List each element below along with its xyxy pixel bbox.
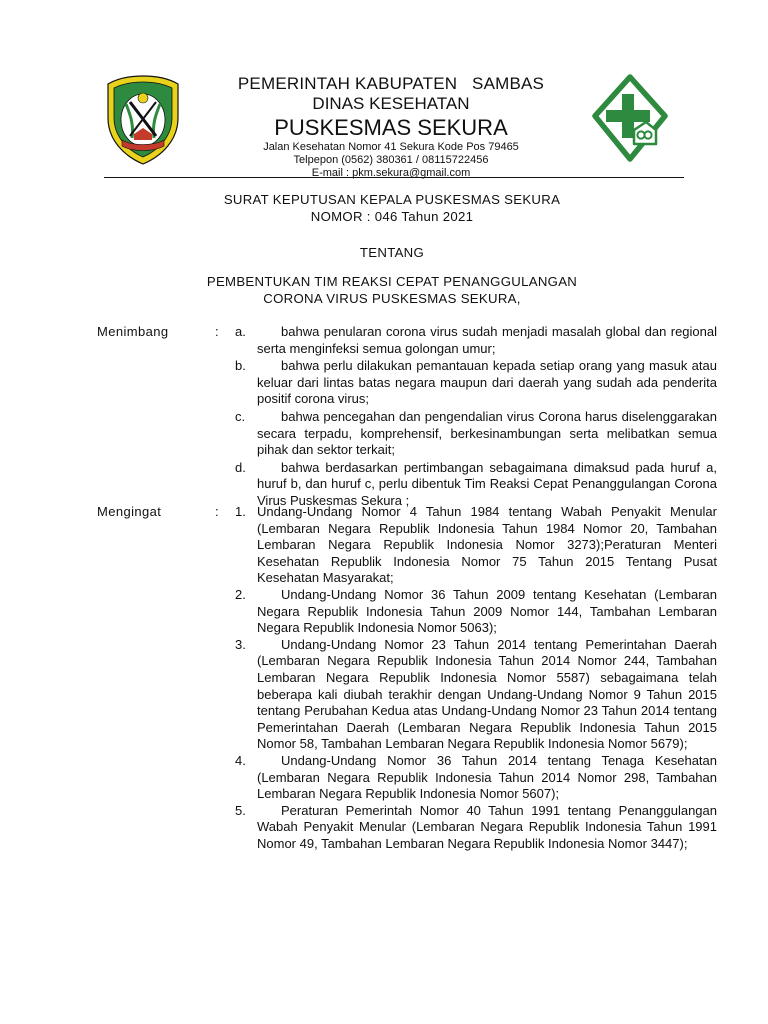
- decree-number: NOMOR : 046 Tahun 2021: [310, 209, 474, 224]
- decree-subject-line-2: CORONA VIRUS PUSKESMAS SEKURA,: [263, 291, 521, 306]
- list-item: [235, 358, 717, 408]
- decree-title: [100, 191, 684, 225]
- list-item-text: Undang-Undang Nomor 36 Tahun 2014 tentang Tenaga Kesehatan (Lembaran Negara Republik Indonesia Tahun 2014 Nomor 298, Tambahan Lembaran Negara Republik Indonesia Nomor 5607);: [257, 752, 717, 802]
- mengingat-list: [235, 504, 717, 852]
- letterhead-government: PEMERINTAH KABUPATEN SAMBAS: [237, 74, 545, 93]
- list-item-text: Undang-Undang Nomor 23 Tahun 2014 tentang Pemerintahan Daerah (Lembaran Negara Republik Indonesia Tahun 2014 Nomor 244, Tambahan Lembaran Negara Republik Indonesia Nomor 5587) sebagaimana telah beberapa kali diubah terakhir dengan Undang-Undang Nomor 9 Tahun 2015 tentang Perubahan Kedua atas Undang-Undang Nomor 23 Tahun 2014 tentang Pemerintahan Daerah (Lembaran Negara Republik Indonesia Tahun 2015 Nomor 58, Tambahan Lembaran Negara Republik Indonesia Nomor 5679);: [257, 636, 717, 752]
- menimbang-colon: :: [215, 324, 219, 339]
- list-item: [235, 504, 717, 587]
- list-item-text: bahwa penularan corona virus sudah menjadi masalah global dan regional serta menginfeksi semua golongan umur;: [257, 324, 717, 356]
- menimbang-list: [235, 324, 717, 511]
- list-marker: 1.: [235, 504, 246, 519]
- list-item: [235, 324, 717, 357]
- letterhead-department: DINAS KESEHATAN: [312, 94, 470, 113]
- decree-subject: [100, 273, 684, 307]
- sambas-regency-shield-icon: [104, 74, 182, 166]
- letterhead-address: Jalan Kesehatan Nomor 41 Sekura Kode Pos 79465: [263, 141, 519, 153]
- list-marker: 5.: [235, 802, 246, 818]
- list-item-text: bahwa perlu dilakukan pemantauan kepada setiap orang yang masuk atau keluar dari lintas batas negara maupun dari daerah yang sudah ada penderita positif corona virus;: [257, 358, 717, 407]
- letterhead-phone: Telpepon (0562) 380361 / 08115722456: [293, 154, 489, 166]
- list-marker: 3.: [235, 636, 246, 652]
- letterhead-divider: [104, 177, 684, 178]
- list-marker: b.: [235, 358, 246, 374]
- list-item: [235, 803, 717, 853]
- decree-title-line: SURAT KEPUTUSAN KEPALA PUSKESMAS SEKURA: [223, 192, 561, 207]
- letterhead-institution: PUSKESMAS SEKURA: [274, 115, 508, 140]
- list-marker: 4.: [235, 752, 246, 768]
- list-marker: 2.: [235, 586, 246, 602]
- list-item: [235, 587, 717, 637]
- letterhead: [190, 74, 592, 180]
- list-item: [235, 753, 717, 803]
- list-item-text: Peraturan Pemerintah Nomor 40 Tahun 1991 tentang Penanggulangan Wabah Penyakit Menular (Lembaran Negara Republik Indonesia Tahun 1991 Nomor 49, Tambahan Lembaran Negara Republik Indonesia Nomor 3447);: [257, 802, 717, 851]
- mengingat-label: Mengingat: [97, 504, 162, 519]
- puskesmas-logo-icon: [592, 74, 668, 162]
- menimbang-label: Menimbang: [97, 324, 169, 339]
- list-marker: a.: [235, 324, 246, 339]
- list-item-text: bahwa pencegahan dan pengendalian virus Corona harus diselenggarakan secara terpadu, komprehensif, berkesinambungan serta melibatkan semua pihak dan sektor terkait;: [257, 408, 717, 458]
- list-item: [235, 637, 717, 753]
- list-marker: d.: [235, 459, 246, 475]
- list-marker: c.: [235, 408, 246, 424]
- list-item-text: bahwa berdasarkan pertimbangan sebagaimana dimaksud pada huruf a, huruf b, dan huruf c, perlu dibentuk Tim Reaksi Cepat Penanggulangan Corona Virus Puskesmas Sekura ;: [257, 459, 717, 508]
- list-item-text: Undang-Undang Nomor 4 Tahun 1984 tentang Wabah Penyakit Menular (Lembaran Negara Republik Indonesia Tahun 1984 Nomor 20, Tambahan Lembaran Negara Republik Indonesia Nomor 3273);Peraturan Menteri Kesehatan Republik Indonesia Nomor 75 Tahun 2015 Tentang Pusat Kesehatan Masyarakat;: [257, 504, 717, 586]
- mengingat-colon: :: [215, 504, 219, 519]
- decree-subject-line-1: PEMBENTUKAN TIM REAKSI CEPAT PENANGGULANGAN: [206, 274, 578, 289]
- tentang-heading: TENTANG: [359, 245, 425, 260]
- list-item: [235, 460, 717, 510]
- list-item: [235, 409, 717, 459]
- list-item-text: Undang-Undang Nomor 36 Tahun 2009 tentang Kesehatan (Lembaran Negara Republik Indonesia Tahun 2009 Nomor 144, Tambahan Lembaran Negara Republik Indonesia Nomor 5063);: [257, 586, 717, 636]
- letterhead-email: E-mail : pkm.sekura@gmail.com: [311, 167, 471, 179]
